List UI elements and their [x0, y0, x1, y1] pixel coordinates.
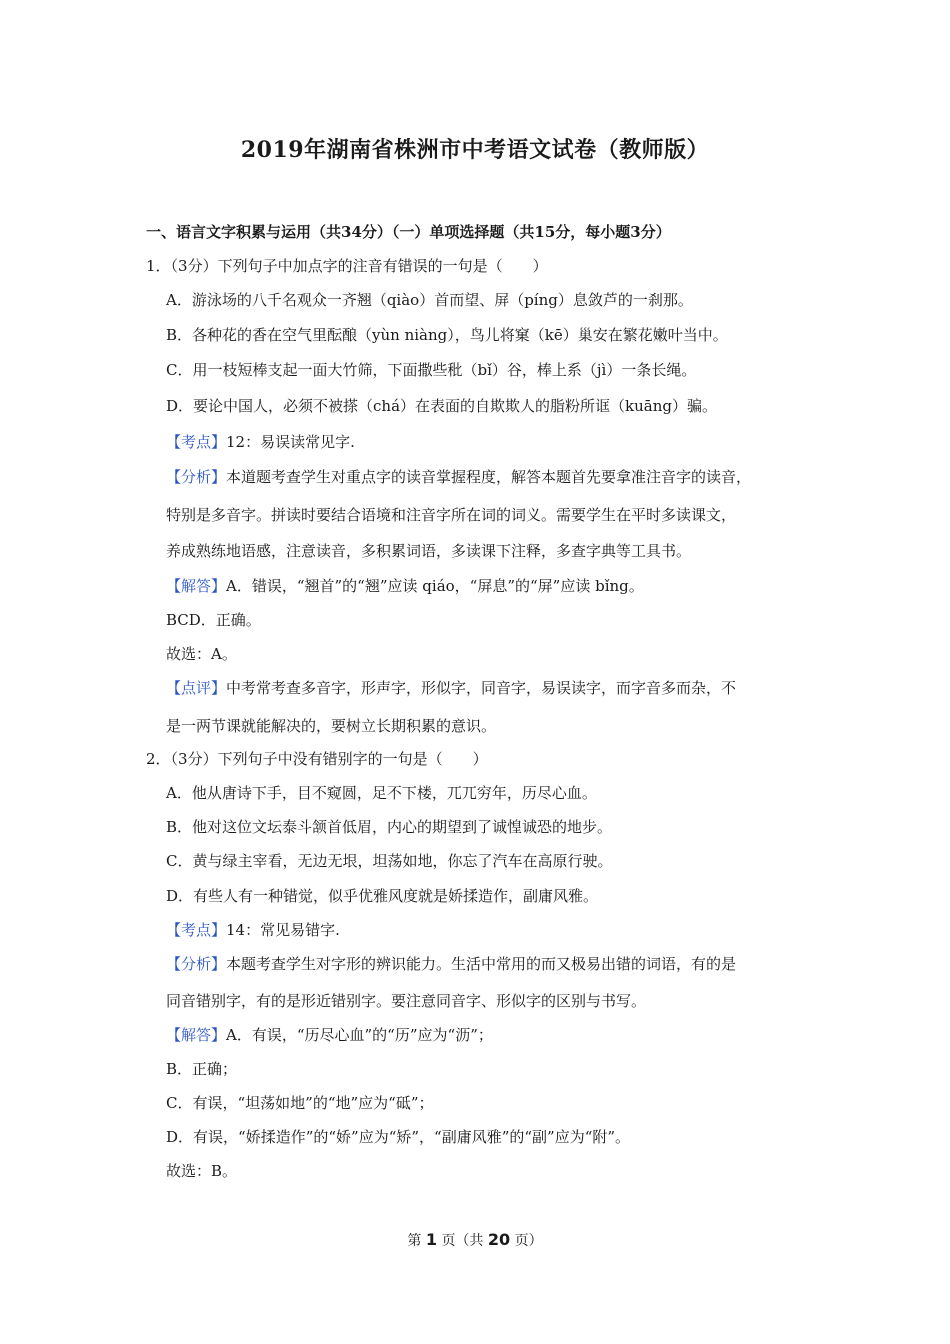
section-heading: 一、语言文字积累与运用（共34分）（一）单项选择题（共15分，每小题3分） — [146, 223, 671, 241]
question-1-option-b: B．各种花的香在空气里酝酿（yùn niàng），鸟儿将窠（kē）巢安在繁花嫩叶当中。 — [166, 326, 728, 344]
question-2-jieda-line-4: D．有误，“娇揉造作”的“娇”应为“矫”，“副庸风雅”的“副”应为“附”。 — [166, 1128, 631, 1146]
fenxi-text: 本题考查学生对字形的辨识能力。生活中常用的而又极易出错的词语，有的是 — [226, 955, 737, 973]
question-1-jieda-line-2: BCD．正确。 — [166, 611, 261, 629]
footer-total-pages: 20 — [487, 1230, 511, 1249]
jieda-text: A．错误，“翘首”的“翘”应读 qiáo，“屏息”的“屏”应读 bǐng。 — [226, 577, 644, 595]
fenxi-tag: 【分析】 — [166, 468, 227, 486]
question-1-jieda — [166, 576, 644, 596]
kaodian-text: 12：易误读常见字. — [226, 433, 355, 451]
question-1-kaodian — [166, 432, 355, 452]
footer-page-number: 1 — [425, 1230, 437, 1249]
footer-suffix: 页） — [514, 1233, 543, 1249]
question-2-option-c: C．黄与绿主宰看，无边无垠，坦荡如地，你忘了汽车在高原行驶。 — [166, 852, 613, 870]
footer-prefix: 第 — [407, 1233, 422, 1249]
jieda-tag: 【解答】 — [166, 577, 227, 595]
question-1-fenxi-line-3: 养成熟练地语感，注意读音，多积累词语，多读课下注释，多查字典等工具书。 — [166, 542, 692, 560]
question-2-kaodian — [166, 920, 340, 940]
kaodian-text: 14：常见易错字. — [226, 921, 340, 939]
question-1-option-a: A．游泳场的八千名观众一齐翘（qiào）首而望、屏（píng）息敛芦的一刹那。 — [166, 291, 693, 309]
kaodian-tag: 【考点】 — [166, 921, 227, 939]
dianping-text: 中考常考查多音字，形声字，形似字，同音字，易误读字，而字音多而杂，不 — [226, 679, 737, 697]
question-2-jieda-line-3: C．有误，“坦荡如地”的“地”应为“砥”； — [166, 1094, 434, 1112]
question-2-fenxi — [166, 954, 736, 974]
question-1-option-c: C．用一枝短棒支起一面大竹筛，下面撒些秕（bǐ）谷，棒上系（jì）一条长绳。 — [166, 361, 697, 379]
question-1-answer: 故选：A。 — [166, 645, 237, 663]
question-1-dianping-line-2: 是一两节课就能解决的，要树立长期积累的意识。 — [166, 717, 497, 735]
question-2-answer: 故选：B。 — [166, 1162, 238, 1180]
question-1-dianping — [166, 678, 736, 698]
jieda-tag: 【解答】 — [166, 1026, 227, 1044]
question-2-jieda — [166, 1025, 493, 1045]
question-1-fenxi-line-2: 特别是多音字。拼读时要结合语境和注音字所在词的词义。需要学生在平时多读课文， — [166, 506, 737, 524]
question-1-fenxi — [166, 467, 751, 487]
question-1-stem: 1．（3分）下列句子中加点字的注音有错误的一句是（ ） — [146, 257, 548, 275]
page-footer — [0, 1230, 950, 1250]
kaodian-tag: 【考点】 — [166, 433, 227, 451]
fenxi-tag: 【分析】 — [166, 955, 227, 973]
question-2-option-b: B．他对这位文坛泰斗颔首低眉，内心的期望到了诚惶诚恐的地步。 — [166, 818, 613, 836]
question-1-option-d: D．要论中国人，必须不被搽（chá）在表面的自欺欺人的脂粉所诓（kuāng）骗。 — [166, 397, 717, 415]
question-2-jieda-line-2: B．正确； — [166, 1060, 238, 1078]
page-title: 2019年湖南省株洲市中考语文试卷（教师版） — [240, 137, 710, 163]
dianping-tag: 【点评】 — [166, 679, 227, 697]
jieda-text: A．有误，“历尽心血”的“历”应为“沥”； — [226, 1026, 493, 1044]
footer-mid: 页（共 — [441, 1233, 484, 1249]
question-2-fenxi-line-2: 同音错别字，有的是形近错别字。要注意同音字、形似字的区别与书写。 — [166, 992, 647, 1010]
fenxi-text: 本道题考查学生对重点字的读音掌握程度，解答本题首先要拿准注音字的读音， — [226, 468, 752, 486]
question-2-option-a: A．他从唐诗下手，目不窥圆，足不下楼，兀兀穷年，历尽心血。 — [166, 784, 597, 802]
question-2-stem: 2．（3分）下列句子中没有错别字的一句是（ ） — [146, 750, 488, 768]
question-2-option-d: D．有些人有一种错觉，似乎优雅风度就是娇揉造作，副庸风雅。 — [166, 887, 599, 905]
